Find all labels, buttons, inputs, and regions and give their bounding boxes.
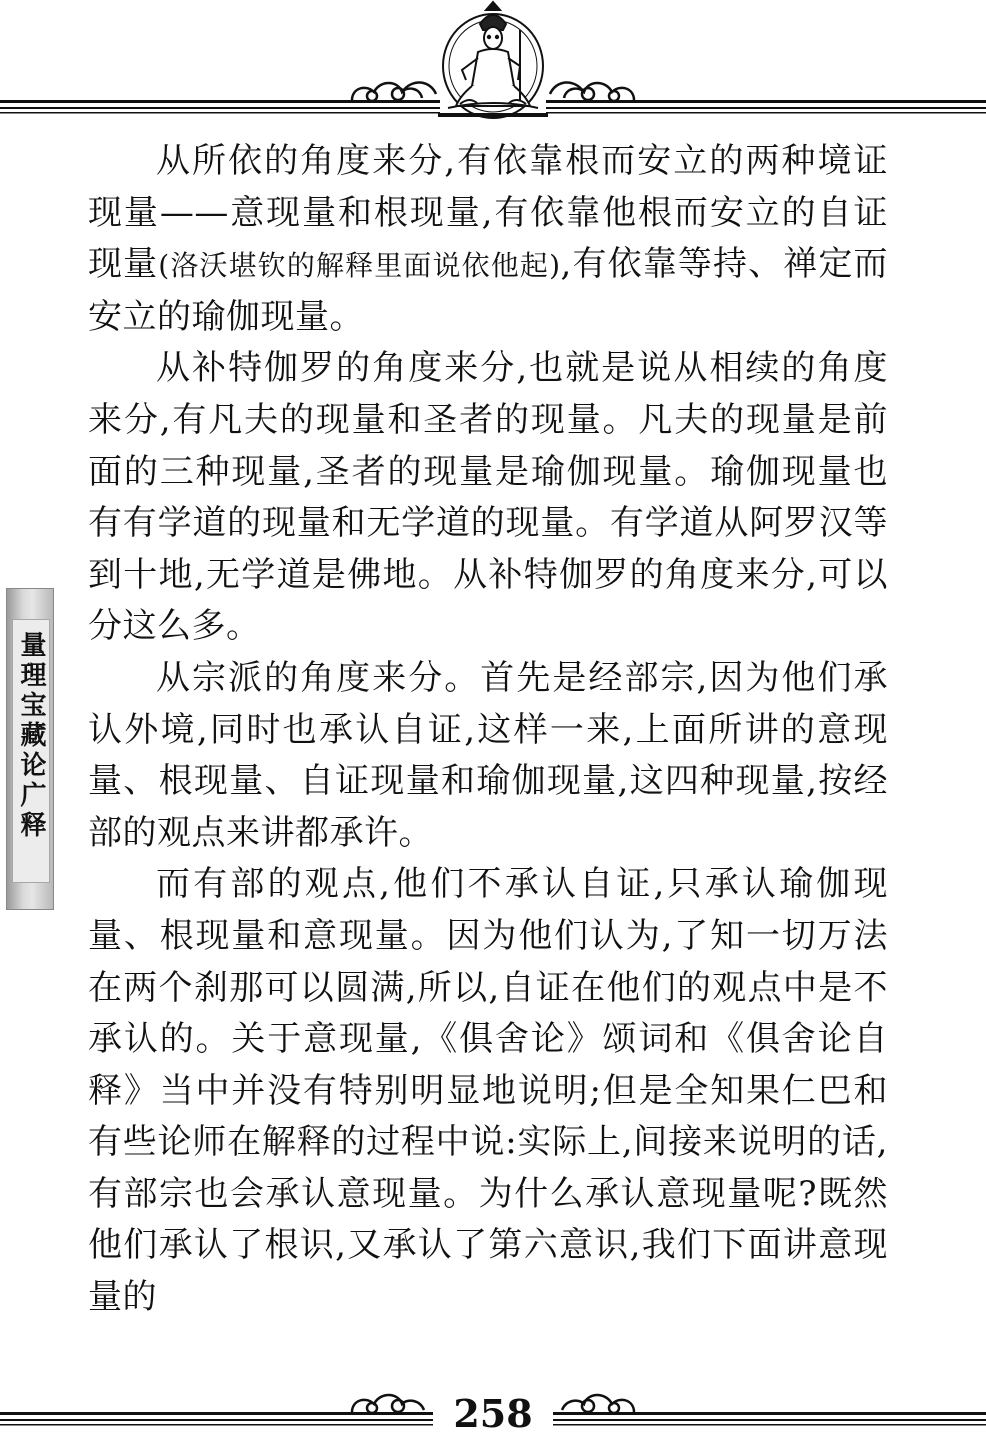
paragraph-4: 而有部的观点,他们不承认自证,只承认瑜伽现量、根现量和意现量。因为他们认为,了知一切万法在两个刹那可以圆满,所以,自证在他们的观点中是不承认的。关于意现量,《俱舍论》颂词和《俱舍论自释》当中并没有特别明显地说明;但是全知果仁巴和有些论师在解释的过程中说:实际上,间接来说明的话,有部宗也会承认意现量。为什么承认意现量呢?既然他们承认了根识,又承认了第六意识,我们下面讲意现量的 bbox=[88, 864, 888, 1318]
paragraph-2: 从补特伽罗的角度来分,也就是说从相续的角度来分,有凡夫的现量和圣者的现量。凡夫的现量是前面的三种现量,圣者的现量是瑜伽现量。瑜伽现量也有有学道的现量和无学道的现量。有学道从阿罗汉等到十地,无学道是佛地。从补特伽罗的角度来分,可以分这么多。 bbox=[88, 348, 888, 647]
paragraph-1-end: ,有依靠等持、禅定而安立的瑜伽现量。 bbox=[88, 244, 889, 337]
body-text bbox=[88, 136, 888, 1324]
page-header bbox=[0, 0, 986, 125]
cloud-scroll-icon bbox=[550, 82, 634, 101]
paragraph-3: 从宗派的角度来分。首先是经部宗,因为他们承认外境,同时也承认自证,这样一来,上面所讲的意现量、根现量、自证现量和瑜伽现量,这四种现量,按经部的观点来讲都承许。 bbox=[88, 657, 888, 853]
page-number: 258 bbox=[433, 1390, 553, 1438]
header-ornament bbox=[0, 0, 986, 125]
cloud-scroll-icon bbox=[352, 82, 436, 101]
cloud-scroll-icon bbox=[352, 1395, 424, 1413]
side-title-tab bbox=[6, 588, 54, 910]
guru-figure-icon bbox=[443, 2, 543, 118]
paragraph-1-main: 从所依的角度来分,有依靠根而安立的两种境证现量——意现量和根现量,有依靠他根而安立的自证现量 bbox=[88, 141, 888, 285]
paragraph-1 bbox=[88, 136, 888, 343]
cloud-scroll-icon bbox=[562, 1395, 634, 1413]
book-title-vertical: 量理宝藏论广释 bbox=[16, 631, 46, 841]
paragraph-1-note: (洛沃堪钦的解释里面说依他起) bbox=[158, 249, 561, 283]
